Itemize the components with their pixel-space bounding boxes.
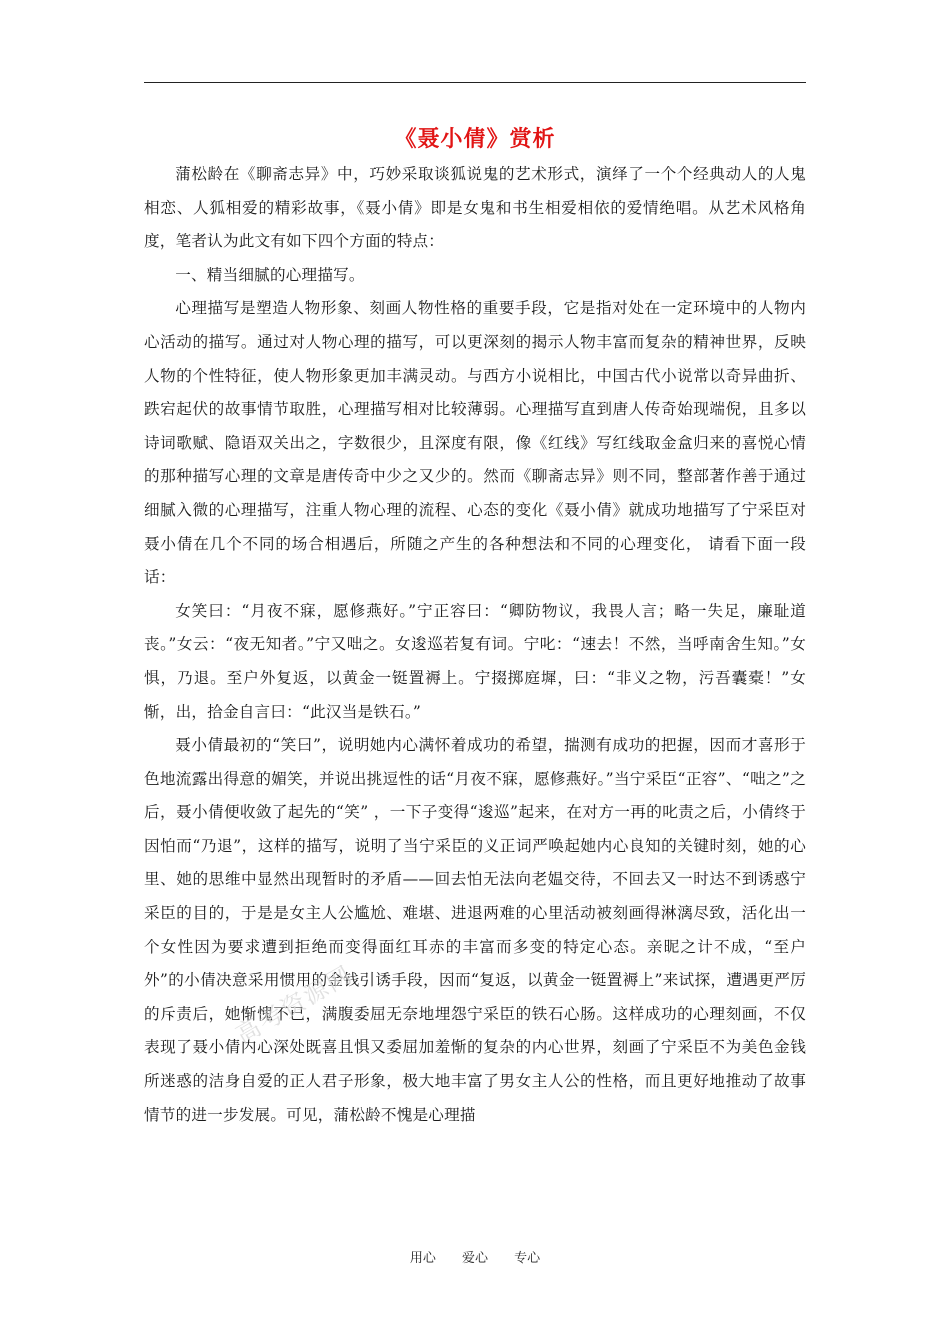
section-heading: 一、精当细腻的心理描写。	[175, 265, 365, 284]
intro-paragraph: 蒲松龄在《聊斋志异》中，巧妙采取谈狐说鬼的艺术形式，演绎了一个个经典动人的人鬼相恋、人狐相爱的精彩故事，《聂小倩》即是女鬼和书生相爱相依的爱情绝唱。从艺术风格角度，笔者认为此文有如下四个方面的特点：	[144, 165, 806, 251]
document-body	[144, 158, 806, 1132]
analysis-paragraph: 聂小倩最初的“笑曰”，说明她内心满怀着成功的希望，揣测有成功的把握，因而才喜形于色地流露出得意的媚笑，并说出挑逗性的话“月夜不寐，愿修燕好。”当宁采臣“正容”、“咄之”之后，聂小倩便收敛了起先的“笑” ，一下子变得“逡巡”起来，在对方一再的叱责之后，小倩终于因怕而“乃退”，这样的描写，说明了当宁采臣的义正词严唤起她内心良知的关键时刻，她的心里、她的思维中显然出现暂时的矛盾——回去怕无法向老媪交待，不回去又一时达不到诱惑宁采臣的目的，于是是女主人公尴尬、难堪、进退两难的心里活动被刻画得淋漓尽致，活化出一个女性因为要求遭到拒绝而变得面红耳赤的丰富而多变的特定心态。亲昵之计不成，“至户外”的小倩决意采用惯用的金钱引诱手段，因而“复返，以黄金一铤置褥上”来试探，遭遇更严厉的斥责后，她惭愧不已，满腹委屈无奈地埋怨宁采臣的铁石心肠。这样成功的心理刻画，不仅表现了聂小倩内心深处既喜且惧又委屈加羞惭的复杂的内心世界，刻画了宁采臣不为美色金钱所迷惑的洁身自爱的正人君子形象，极大地丰富了男女主人公的性格，而且更好地推动了故事情节的进一步发展。可见，蒲松龄不愧是心理描	[144, 736, 806, 1124]
page-footer: 用心 爱心 专心	[409, 1251, 541, 1266]
header-rule	[144, 82, 806, 83]
watermark: 高考资源网	[230, 960, 358, 1050]
body-paragraph: 心理描写是塑造人物形象、刻画人物性格的重要手段，它是指对处在一定环境中的人物内心活动的描写。通过对人物心理的描写，可以更深刻的揭示人物丰富而复杂的精神世界，反映人物的个性特征，使人物形象更加丰满灵动。与西方小说相比，中国古代小说常以奇异曲折、跌宕起伏的故事情节取胜，心理描写相对比较薄弱。心理描写直到唐人传奇始现端倪，且多以诗词歌赋、隐语双关出之，字数很少，且深度有限，像《红线》写红线取金盒归来的喜悦心情的那种描写心理的文章是唐传奇中少之又少的。然而《聊斋志异》则不同，整部著作善于通过细腻入微的心理描写，注重人物心理的流程、心态的变化《聂小倩》就成功地描写了宁采臣对聂小倩在几个不同的场合相遇后，所随之产生的各种想法和不同的心理变化， 请看下面一段话：	[144, 299, 806, 587]
quote-paragraph: 女笑曰：“月夜不寐，愿修燕好。”宁正容曰：“卿防物议，我畏人言；略一失足，廉耻道丧。”女云：“夜无知者。”宁又咄之。女逡巡若复有词。宁叱：“速去！不然，当呼南舍生知。”女惧，乃退。至户外复返，以黄金一铤置褥上。宁掇掷庭墀，曰：“非义之物，污吾囊橐！”女惭，出，拾金自言曰：“此汉当是铁石。”	[144, 601, 806, 721]
document-title: 《聂小倩》赏析	[394, 126, 556, 152]
